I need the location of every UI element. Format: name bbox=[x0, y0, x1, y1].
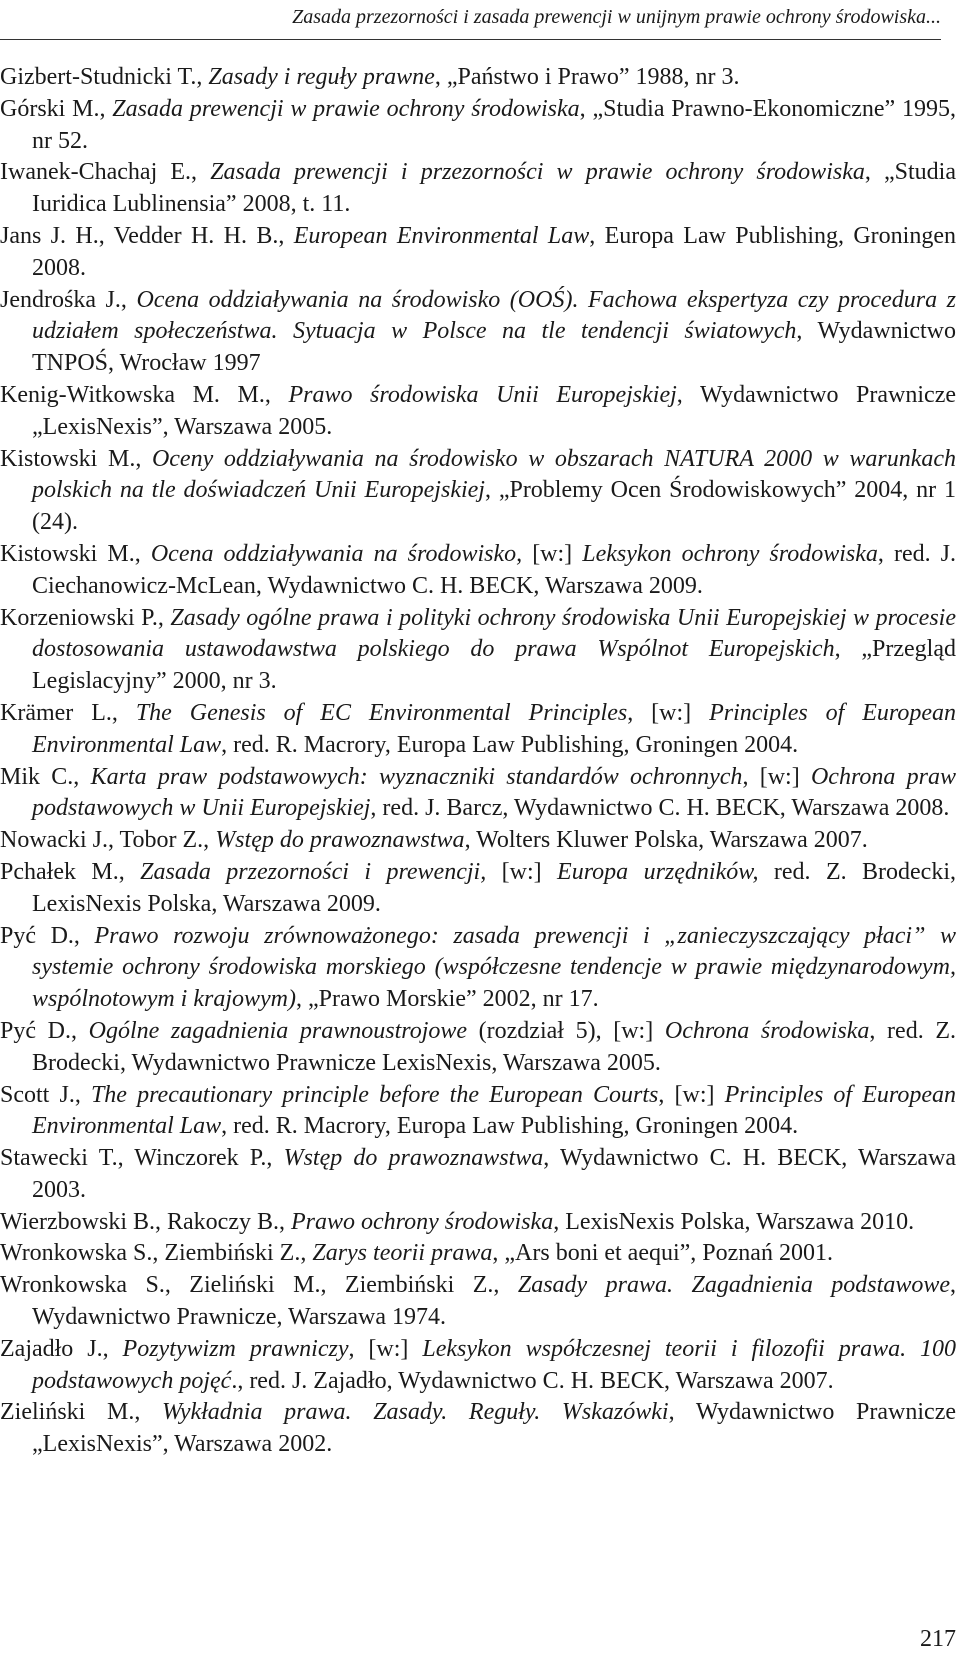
entry-text: , red. Z. Brodecki, Wydawnictwo Prawnicze LexisNexis, Warszawa 2005. bbox=[32, 1017, 956, 1076]
running-title: Zasada przezorności i zasada prewencji w unijnym prawie ochrony środowiska... bbox=[292, 6, 941, 28]
entry-title: Leksykon współczesnej teorii i filozofii prawa. 100 podstawowych pojęć bbox=[32, 1335, 957, 1394]
entry-text: Wronkowska S., Zieliński M., Ziembiński Z., bbox=[0, 1272, 518, 1299]
entry-text: , „Przegląd Legislacyjny” 2000, nr 3. bbox=[32, 636, 956, 695]
entry-title: The Genesis of EC Environmental Principles bbox=[135, 699, 628, 726]
entry-title: Prawo rozwoju zrównoważonego: zasada prewencji i „zanieczyszczający płaci” w systemie ochrony środowiska morskiego (współczesne tendencje w prawie międzynarodowym, wspólnotowym i krajowym) bbox=[32, 922, 957, 1013]
bibliography-entry bbox=[0, 762, 956, 826]
entry-text: , „Ars boni et aequi”, Poznań 2001. bbox=[492, 1240, 833, 1267]
bibliography-entry bbox=[0, 603, 956, 698]
entry-text: Górski M., bbox=[0, 95, 113, 122]
bibliography-entry bbox=[0, 698, 956, 762]
entry-text: Stawecki T., Winczorek P., bbox=[0, 1145, 284, 1172]
entry-title: Karta praw podstawowych: wyznaczniki standardów ochronnych bbox=[90, 763, 743, 790]
entry-title: Wykładnia prawa. Zasady. Reguły. Wskazówki bbox=[162, 1399, 669, 1426]
entry-title: Oceny oddziaływania na środowisko w obszarach NATURA 2000 w warunkach polskich na tle doświadczeń Unii Europejskiej bbox=[32, 445, 956, 504]
entry-title: Ocena oddziaływania na środowisko (OOŚ). Fachowa ekspertyza czy procedura z udziałem społeczeństwa. Sytuacja w Polsce na tle tendencji światowych bbox=[32, 286, 956, 345]
entry-title: Zasada prewencji i przezorności w prawie ochrony środowiska bbox=[210, 159, 865, 186]
entry-title: Zasada przezorności i prewencji, bbox=[140, 858, 487, 885]
page-number: 217 bbox=[920, 1626, 956, 1652]
entry-title: Leksykon ochrony środowiska bbox=[582, 540, 878, 567]
entry-text: Nowacki J., Tobor Z., bbox=[0, 827, 216, 854]
entry-title: Ochrona praw podstawowych w Unii Europejskiej bbox=[32, 763, 957, 822]
entry-text: [w:] bbox=[486, 858, 558, 885]
entry-text: Iwanek-Chachaj E., bbox=[0, 159, 211, 186]
entry-text: Jendrośka J., bbox=[0, 286, 137, 313]
entry-text: Kistowski M., bbox=[0, 540, 151, 567]
entry-text: , [w:] bbox=[658, 1081, 725, 1108]
bibliography-entry bbox=[0, 285, 956, 380]
entry-title: Zarys teorii prawa bbox=[312, 1240, 493, 1267]
entry-title: Europa urzędników, bbox=[557, 858, 759, 885]
entry-text: (rozdział 5), [w:] bbox=[467, 1017, 665, 1044]
entry-text: , „Studia Iuridica Lublinensia” 2008, t. 11. bbox=[32, 159, 956, 218]
bibliography-entry bbox=[0, 825, 956, 857]
entry-text: Mik C., bbox=[0, 763, 91, 790]
entry-title: Pozytywizm prawniczy bbox=[122, 1335, 349, 1362]
bibliography-entry bbox=[0, 221, 956, 285]
entry-title: Ochrona środowiska bbox=[664, 1017, 870, 1044]
bibliography-entry bbox=[0, 1397, 956, 1461]
entry-text: , LexisNexis Polska, Warszawa 2010. bbox=[553, 1208, 915, 1235]
entry-text: , [w:] bbox=[742, 763, 811, 790]
bibliography-entry bbox=[0, 62, 956, 94]
bibliography-entry bbox=[0, 1016, 956, 1080]
entry-text: ., red. J. Zajadło, Wydawnictwo C. H. BECK, Warszawa 2007. bbox=[231, 1367, 834, 1394]
entry-text: , Wydawnictwo Prawnicze „LexisNexis”, Warszawa 2002. bbox=[32, 1399, 956, 1458]
entry-title: Ogólne zagadnienia prawnoustrojowe bbox=[88, 1017, 468, 1044]
entry-title: Zasada prewencji w prawie ochrony środowiska bbox=[112, 95, 580, 122]
entry-text: , [w:] bbox=[627, 699, 710, 726]
entry-title: Ocena oddziaływania na środowisko, bbox=[150, 540, 523, 567]
entry-text: [w:] bbox=[522, 540, 583, 567]
entry-title: The precautionary principle before the European Courts bbox=[90, 1081, 659, 1108]
entry-text: , Europa Law Publishing, Groningen 2008. bbox=[32, 222, 956, 281]
entry-text: Wierzbowski B., Rakoczy B., bbox=[0, 1208, 291, 1235]
bibliography-entry bbox=[0, 94, 956, 158]
entry-text: Jans J. H., Vedder H. H. B., bbox=[0, 222, 294, 249]
entry-title: Prawo środowiska Unii Europejskiej bbox=[288, 381, 677, 408]
entry-text: Gizbert-Studnicki T., bbox=[0, 64, 209, 90]
entry-text: , „Studia Prawno-Ekonomiczne” 1995, nr 52. bbox=[32, 95, 957, 154]
entry-text: , Wolters Kluwer Polska, Warszawa 2007. bbox=[464, 827, 868, 854]
entry-text: Zieliński M., bbox=[0, 1399, 163, 1426]
entry-text: red. Z. Brodecki, LexisNexis Polska, Warszawa 2009. bbox=[32, 858, 956, 917]
bibliography-entry bbox=[0, 1270, 956, 1334]
entry-text: , „Państwo i Prawo” 1988, nr 3. bbox=[434, 64, 740, 90]
entry-title: Prawo ochrony środowiska bbox=[290, 1208, 554, 1235]
entry-text: Kenig-Witkowska M. M., bbox=[0, 381, 289, 408]
running-header bbox=[0, 0, 941, 40]
entry-text: Scott J., bbox=[0, 1081, 91, 1108]
entry-text: , „Problemy Ocen Środowiskowych” 2004, nr 1 (24). bbox=[32, 477, 956, 536]
entry-text: , red. J. Ciechanowicz-McLean, Wydawnictwo C. H. BECK, Warszawa 2009. bbox=[32, 540, 957, 599]
entry-title: Wstęp do prawoznawstwa bbox=[215, 827, 465, 854]
bibliography-entry bbox=[0, 157, 956, 221]
bibliography-list bbox=[0, 62, 956, 1461]
entry-text: , red. J. Barcz, Wydawnictwo C. H. BECK, Warszawa 2008. bbox=[370, 795, 950, 822]
entry-text: , Wydawnictwo C. H. BECK, Warszawa 2003. bbox=[32, 1145, 956, 1203]
entry-text: Krämer L., bbox=[0, 699, 136, 726]
entry-title: Wstęp do prawoznawstwa bbox=[283, 1145, 544, 1172]
entry-text: Pyć D., bbox=[0, 922, 95, 949]
entry-text: Pyć D., bbox=[0, 1017, 89, 1044]
bibliography-entry bbox=[0, 539, 956, 603]
entry-title: Zasady prawa. Zagadnienia podstawowe bbox=[517, 1272, 950, 1299]
bibliography-entry bbox=[0, 380, 956, 444]
entry-text: , „Prawo Morskie” 2002, nr 17. bbox=[296, 986, 599, 1013]
entry-title: European Environmental Law bbox=[293, 222, 590, 249]
entry-title: Zasady ogólne prawa i polityki ochrony środowiska Unii Europejskiej w procesie dostosowania ustawodawstwa polskiego do prawa Wspólnot Europejskich bbox=[32, 604, 956, 663]
bibliography-entry bbox=[0, 444, 956, 539]
bibliography-entry bbox=[0, 1207, 956, 1239]
entry-text: Kistowski M., bbox=[0, 445, 152, 472]
entry-text: , Wydawnictwo Prawnicze, Warszawa 1974. bbox=[32, 1272, 956, 1331]
entry-text: Korzeniowski P., bbox=[0, 604, 171, 631]
entry-text: , Wydawnictwo Prawnicze „LexisNexis”, Warszawa 2005. bbox=[32, 381, 956, 440]
entry-title: Principles of European Environmental Law bbox=[32, 1081, 956, 1140]
entry-text: , [w:] bbox=[348, 1335, 423, 1362]
entry-text: Pchałek M., bbox=[0, 858, 141, 885]
bibliography-entry bbox=[0, 1143, 956, 1207]
entry-text: Wronkowska S., Ziembiński Z., bbox=[0, 1240, 313, 1267]
entry-text: , red. R. Macrory, Europa Law Publishing, Groningen 2004. bbox=[221, 1113, 799, 1140]
bibliography-entry bbox=[0, 1238, 956, 1270]
bibliography-entry bbox=[0, 921, 956, 1016]
entry-text: Zajadło J., bbox=[0, 1335, 123, 1362]
bibliography-entry bbox=[0, 857, 956, 921]
entry-text: , red. R. Macrory, Europa Law Publishing, Groningen 2004. bbox=[221, 731, 799, 758]
bibliography-entry bbox=[0, 1080, 956, 1144]
bibliography-entry bbox=[0, 1334, 956, 1398]
entry-title: Principles of European Environmental Law bbox=[32, 699, 957, 758]
entry-title: Zasady i reguły prawne bbox=[208, 64, 435, 90]
entry-text: , Wydawnictwo TNPOŚ, Wrocław 1997 bbox=[32, 318, 956, 377]
